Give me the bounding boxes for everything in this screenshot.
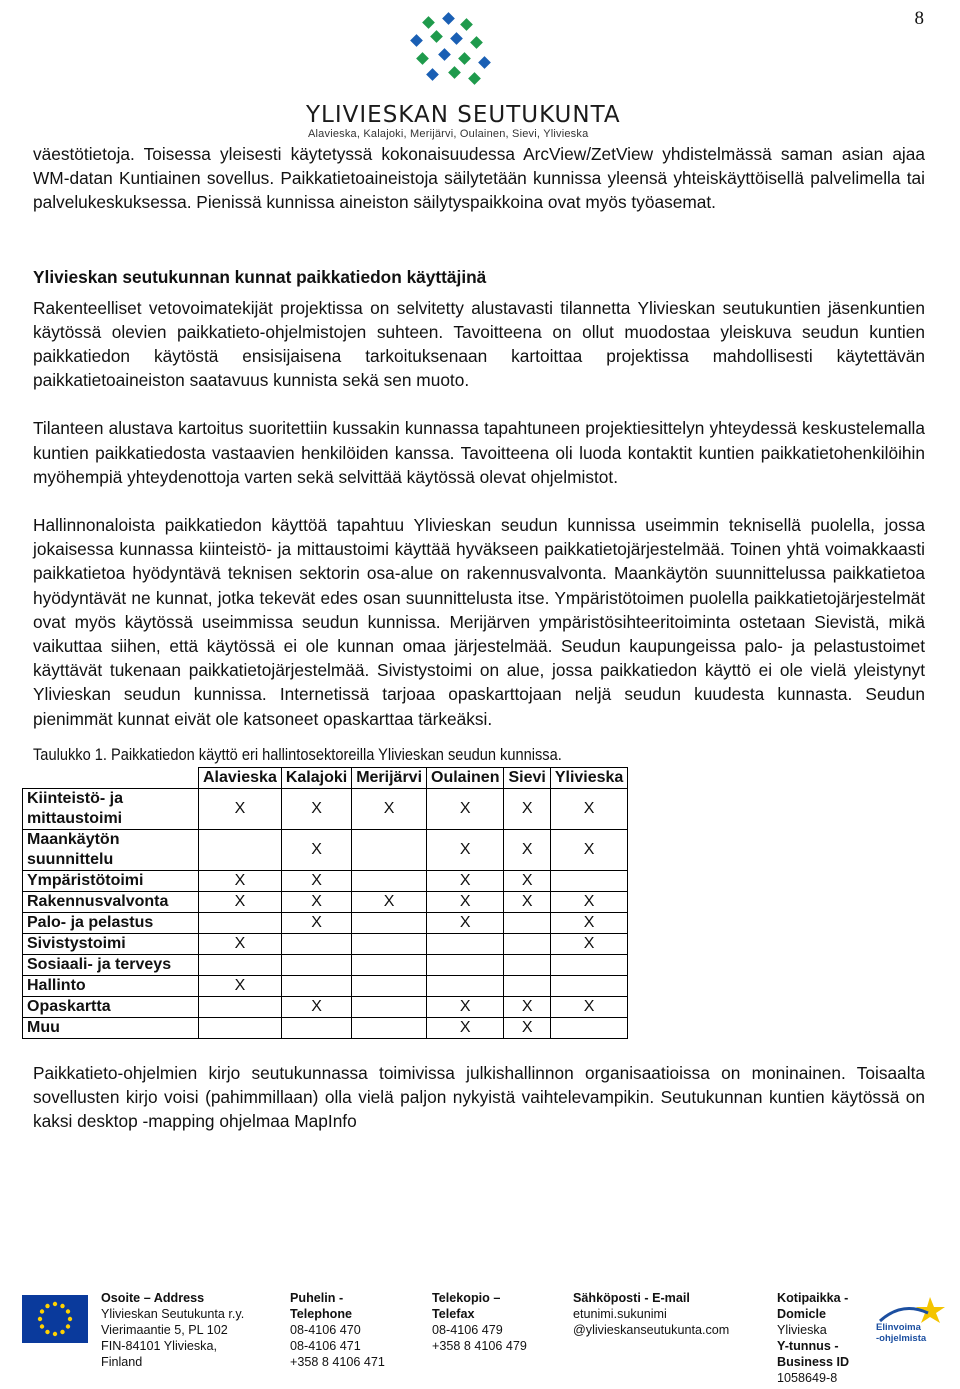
table-row xyxy=(23,788,628,829)
usage-mark-cell xyxy=(352,912,427,933)
column-header: Sievi xyxy=(504,767,550,788)
usage-mark-cell: X xyxy=(199,975,282,996)
footer-address-line: Vierimaantie 5, PL 102 xyxy=(101,1323,228,1338)
footer-address-line: Finland xyxy=(101,1355,143,1370)
row-label: Muu xyxy=(23,1017,199,1038)
logo-title: YLIVIESKAN SEUTUKUNTA xyxy=(306,102,621,128)
table-caption: Taulukko 1. Paikkatiedon käyttö eri hallintosektoreilla Ylivieskan seudun kunnissa. xyxy=(33,744,562,764)
row-label: Rakennusvalvonta xyxy=(23,891,199,912)
usage-mark-cell xyxy=(199,996,282,1017)
eu-star xyxy=(40,1309,44,1313)
eu-star xyxy=(60,1304,64,1308)
table-row xyxy=(23,891,628,912)
table-corner-cell xyxy=(23,767,199,788)
usage-mark-cell xyxy=(199,954,282,975)
eu-star xyxy=(60,1330,64,1334)
usage-mark-cell xyxy=(550,954,628,975)
footer-phone-line: +358 8 4106 471 xyxy=(290,1355,385,1370)
usage-mark-cell xyxy=(550,1017,628,1038)
logo-square xyxy=(470,36,483,49)
usage-mark-cell: X xyxy=(504,891,550,912)
table-row xyxy=(23,870,628,891)
usage-mark-cell xyxy=(352,870,427,891)
paragraph-2: Tilanteen alustava kartoitus suoritettiin kussakin kunnassa tapahtuneen projektiesittelyn yhteydessä keskustelemalla kuntien paikkatiedosta vastaavien henkilöiden kanssa. Tavoitteena oli luoda kontaktit kuntien paikkatietohenkilöihin myöhempiä yhteydenottoja varten sekä selvittää käytössä olevat ohjelmistot. xyxy=(33,418,925,487)
footer-phone-heading-en: Telephone xyxy=(290,1307,353,1322)
usage-mark-cell: X xyxy=(550,912,628,933)
usage-mark-cell xyxy=(352,829,427,870)
logo-square xyxy=(422,16,435,29)
logo-square xyxy=(448,66,461,79)
column-header: Oulainen xyxy=(427,767,504,788)
eu-flag-icon xyxy=(22,1295,88,1343)
usage-mark-cell xyxy=(504,975,550,996)
elinvoima-line: Elinvoima xyxy=(876,1322,921,1333)
footer-domicile-heading-en: Domicle xyxy=(777,1307,826,1322)
footer-address-line: Ylivieskan Seutukunta r.y. xyxy=(101,1307,245,1322)
usage-mark-cell xyxy=(427,954,504,975)
usage-mark-cell: X xyxy=(199,891,282,912)
footer-fax-heading-en: Telefax xyxy=(432,1307,475,1322)
footer-fax xyxy=(432,1290,527,1354)
usage-mark-cell: X xyxy=(199,788,282,829)
usage-mark-cell: X xyxy=(281,996,351,1017)
usage-mark-cell: X xyxy=(427,870,504,891)
intro-paragraph: väestötietoja. Toisessa yleisesti käytetyssä kokonaisuudessa ArcView/ZetView yhdistelmässä saman asian ajaa WM-datan Kuntiainen sovellus. Paikkatietoaineistoja säilytetään kunnissa yleensä yhteiskäyttöisellä palvelimella tai palvelukeskuksessa. Pienissä kunnissa aineiston säilytyspaikkoina ovat myös työasemat. xyxy=(33,144,925,213)
usage-mark-cell: X xyxy=(550,891,628,912)
eu-star xyxy=(38,1317,42,1321)
logo-square xyxy=(430,30,443,43)
footer-email-line: etunimi.sukunimi xyxy=(573,1307,667,1322)
usage-mark-cell: X xyxy=(550,933,628,954)
footer-address-line: FIN-84101 Ylivieska, xyxy=(101,1339,217,1354)
row-label: Opaskartta xyxy=(23,996,199,1017)
usage-mark-cell xyxy=(352,933,427,954)
row-label: Kiinteistö- ja mittaustoimi xyxy=(23,788,199,829)
usage-mark-cell xyxy=(504,933,550,954)
eu-star xyxy=(53,1302,57,1306)
eu-star xyxy=(66,1324,70,1328)
usage-mark-cell: X xyxy=(550,788,628,829)
footer-fax-line: +358 8 4106 479 xyxy=(432,1339,527,1354)
usage-mark-cell xyxy=(504,954,550,975)
table-row xyxy=(23,912,628,933)
footer-phone-line: 08-4106 471 xyxy=(290,1339,361,1354)
paragraph-3: Hallinnonaloista paikkatiedon käyttöä tapahtuu Ylivieskan seudun kunnissa useimmin teknisellä puolella, jossa jokaisessa kunnassa kiinteistö- ja mittaustoimi käyttää hyväkseen paikkatietojärjestelmää. Toinen yhtä voimakkaasti paikkatietoa hyödyntävä teknisen sektorin osa-alue on rakennusvalvonta. Maankäytön suunnittelussa paikkatietoa hyödyntävät ne kunnat, jotka tekevät edes osan suunnittelusta itse. Ympäristötoimen puolella paikkatietojärjestelmät ovat myös käytössä useimmissa seudun kunnissa. Merijärven ympäristösihteeritoiminta ostetaan Sievistä, mikä vaikuttaa siihen, että käytössä ei ole kunnan omaa järjestelmää. Seudun kaupungeissa palo- ja pelastustoimet käyttävät tukenaan paikkatietojärjestelmää. Sivistystoimi on alue, jossa paikkatiedon käyttö ei ole vielä yleistynyt Ylivieskan seudun kunnissa. Internetissä tarjoaa opaskarttojaan neljä seudun kuudesta kunnasta. Seudun pienimmät kunnat eivät ole katsoneet opaskarttaa tärkeäksi. xyxy=(33,515,925,729)
document-body xyxy=(27,142,925,1133)
logo-square xyxy=(410,34,423,47)
logo-square xyxy=(458,52,471,65)
ylivieskan-seutukunta-logo xyxy=(300,4,630,140)
footer-business-id-heading: Y-tunnus - xyxy=(777,1339,839,1354)
usage-mark-cell xyxy=(281,1017,351,1038)
footer-business-id-heading-en: Business ID xyxy=(777,1355,850,1370)
usage-mark-cell: X xyxy=(427,912,504,933)
table-row xyxy=(23,933,628,954)
usage-mark-cell: X xyxy=(504,1017,550,1038)
row-label: Sivistystoimi xyxy=(23,933,199,954)
eu-star xyxy=(53,1332,57,1336)
usage-mark-cell: X xyxy=(352,891,427,912)
elinvoima-line: -ohjelmista xyxy=(876,1333,927,1344)
logo-square xyxy=(438,48,451,61)
footer-fax-line: 08-4106 479 xyxy=(432,1323,503,1338)
closing-paragraph: Paikkatieto-ohjelmien kirjo seutukunnassa toimivissa julkishallinnon organisaatioissa on moninainen. Toisaalta sovellusten kirjo voisi (pahimmillaan) olla vielä paljon nykyistä vaihtelevampikin. Seutukunnan kuntien käytössä on kaksi desktop -mapping ohjelmaa MapInfo xyxy=(33,1062,925,1132)
footer-address-heading: Osoite – Address xyxy=(101,1291,205,1305)
usage-mark-cell xyxy=(550,870,628,891)
logo-square xyxy=(468,72,481,85)
eu-star xyxy=(68,1317,72,1321)
column-header: Merijärvi xyxy=(352,767,427,788)
usage-mark-cell: X xyxy=(281,870,351,891)
usage-mark-cell xyxy=(427,933,504,954)
footer-fax-heading: Telekopio – xyxy=(432,1291,501,1305)
usage-mark-cell: X xyxy=(281,829,351,870)
usage-mark-cell xyxy=(352,975,427,996)
column-header: Kalajoki xyxy=(281,767,351,788)
logo-square xyxy=(460,18,473,31)
usage-mark-cell xyxy=(504,912,550,933)
usage-mark-cell: X xyxy=(550,829,628,870)
row-label: Sosiaali- ja terveys xyxy=(23,954,199,975)
row-label: Ympäristötoimi xyxy=(23,870,199,891)
table-header-row xyxy=(23,767,628,788)
usage-mark-cell xyxy=(199,912,282,933)
footer-address xyxy=(101,1290,244,1370)
usage-mark-cell xyxy=(281,954,351,975)
usage-mark-cell: X xyxy=(504,870,550,891)
footer-phone xyxy=(290,1290,385,1370)
row-label: Palo- ja pelastus xyxy=(23,912,199,933)
usage-mark-cell xyxy=(352,1017,427,1038)
usage-mark-cell xyxy=(199,1017,282,1038)
eu-star xyxy=(45,1330,49,1334)
usage-table xyxy=(22,767,628,1039)
page-footer xyxy=(0,1287,960,1389)
footer-phone-line: 08-4106 470 xyxy=(290,1323,361,1338)
logo-square xyxy=(416,52,429,65)
footer-phone-heading: Puhelin - xyxy=(290,1291,344,1305)
footer-email-line: @ylivieskanseutukunta.com xyxy=(573,1323,730,1338)
usage-mark-cell: X xyxy=(427,996,504,1017)
footer-domicile-heading: Kotipaikka - xyxy=(777,1291,849,1305)
eu-star xyxy=(45,1304,49,1308)
usage-mark-cell: X xyxy=(199,933,282,954)
page-number: 8 xyxy=(914,8,924,29)
footer-domicile-value: Ylivieska xyxy=(777,1323,827,1338)
usage-mark-cell: X xyxy=(504,788,550,829)
usage-mark-cell: X xyxy=(504,996,550,1017)
usage-mark-cell: X xyxy=(427,891,504,912)
usage-mark-cell: X xyxy=(352,788,427,829)
usage-mark-cell: X xyxy=(427,829,504,870)
usage-mark-cell: X xyxy=(199,870,282,891)
usage-mark-cell: X xyxy=(281,891,351,912)
logo-square xyxy=(478,56,491,69)
usage-mark-cell: X xyxy=(550,996,628,1017)
logo-subtitle: Alavieska, Kalajoki, Merijärvi, Oulainen, Sievi, Ylivieska xyxy=(308,128,589,140)
footer-email-heading: Sähköposti - E-mail xyxy=(573,1291,690,1305)
eu-star xyxy=(66,1309,70,1313)
usage-mark-cell xyxy=(352,954,427,975)
usage-mark-cell xyxy=(281,933,351,954)
logo-diamond-icon xyxy=(300,4,630,104)
usage-mark-cell: X xyxy=(427,1017,504,1038)
footer-domicile xyxy=(777,1290,849,1387)
footer-business-id-value: 1058649-8 xyxy=(777,1371,838,1386)
table-row xyxy=(23,1017,628,1038)
eu-star xyxy=(40,1324,44,1328)
usage-mark-cell xyxy=(199,829,282,870)
table-row xyxy=(23,829,628,870)
usage-mark-cell xyxy=(281,975,351,996)
usage-mark-cell: X xyxy=(281,912,351,933)
usage-mark-cell: X xyxy=(427,788,504,829)
section-heading: Ylivieskan seutukunnan kunnat paikkatiedon käyttäjinä xyxy=(33,266,487,287)
paragraph-1: Rakenteelliset vetovoimatekijät projektissa on selvitetty alustavasti tilannetta Ylivieskan seutukuntien jäsenkuntien käytössä olevien paikkatieto-ohjelmistojen suhteen. Tavoitteena on ollut muodostaa yleiskuva seudun kuntien paikkatiedon käytöstä ensisijaisena tarkoituksenaan kartoittaa projektissa mahdollisesti käytettävän paikkatietoaineiston saatavuus kunnista sekä sen muoto. xyxy=(33,297,925,391)
usage-mark-cell xyxy=(550,975,628,996)
row-label: Hallinto xyxy=(23,975,199,996)
table-row xyxy=(23,996,628,1017)
elinvoima-logo-text xyxy=(876,1322,926,1344)
logo-square xyxy=(450,32,463,45)
column-header: Alavieska xyxy=(199,767,282,788)
table-row xyxy=(23,954,628,975)
usage-mark-cell: X xyxy=(504,829,550,870)
usage-mark-cell xyxy=(427,975,504,996)
usage-mark-cell: X xyxy=(281,788,351,829)
table-row xyxy=(23,975,628,996)
row-label: Maankäytön suunnittelu xyxy=(23,829,199,870)
footer-email xyxy=(573,1290,729,1338)
column-header: Ylivieska xyxy=(550,767,628,788)
logo-square xyxy=(442,12,455,25)
logo-square xyxy=(426,68,439,81)
usage-mark-cell xyxy=(352,996,427,1017)
